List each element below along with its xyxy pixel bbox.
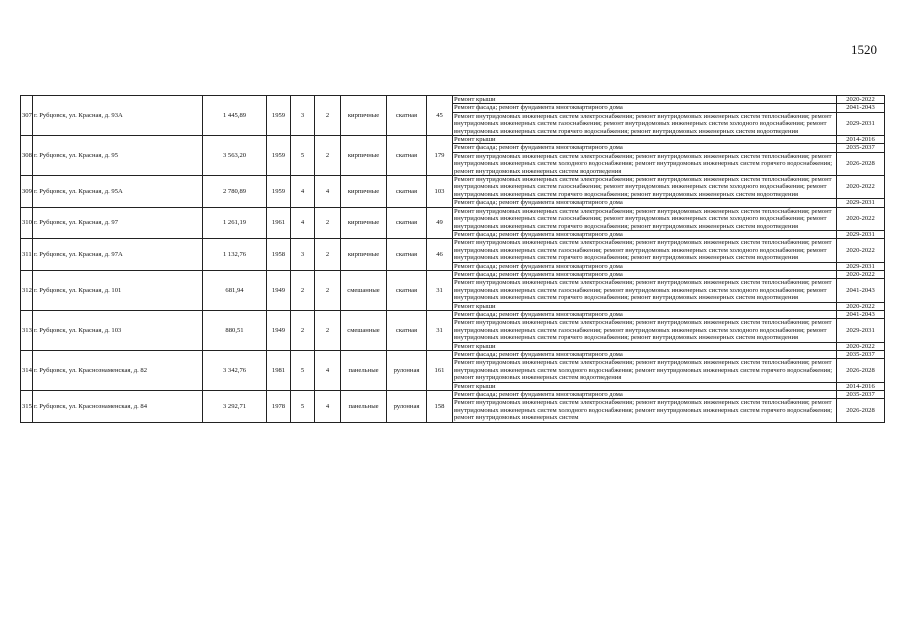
area-cell: 3 563,20 — [203, 136, 267, 176]
work-description-cell: Ремонт фасада; ремонт фундамента многоквартирного дома — [453, 310, 837, 318]
year-cell: 1949 — [267, 310, 291, 350]
wall-material-cell: панельные — [341, 391, 387, 423]
row-number: 310 — [21, 207, 33, 239]
table-row — [21, 176, 885, 199]
work-description-cell: Ремонт внутридомовых инженерных систем электроснабжения; ремонт внутридомовых инженерных систем теплоснабжения; ремонт внутридомовых инженерных систем газоснабжения; ремонт внутридомовых инженерных систем холодного водоснабжения; ремонт внутридомовых инженерных систем горячего водоснабжения; ремонт внутридомовых инженерных систем водоотведения — [453, 176, 837, 199]
entrances-cell: 4 — [315, 351, 341, 391]
work-description-cell: Ремонт фасада; ремонт фундамента многоквартирного дома — [453, 144, 837, 152]
work-description-cell: Ремонт фасада; ремонт фундамента многоквартирного дома — [453, 262, 837, 270]
work-description-cell: Ремонт фасада; ремонт фундамента многоквартирного дома — [453, 391, 837, 399]
row-number: 307 — [21, 96, 33, 136]
roof-type-cell: скатная — [387, 176, 427, 208]
entrances-cell: 2 — [315, 136, 341, 176]
table-body — [21, 96, 885, 423]
housing-registry-table — [20, 95, 885, 423]
work-period-cell: 2014-2016 — [837, 382, 885, 390]
work-description-cell: Ремонт внутридомовых инженерных систем электроснабжения; ремонт внутридомовых инженерных систем теплоснабжения; ремонт внутридомовых инженерных систем холодного водоснабжения; ремонт внутридомовых инженерных систем горячего водоснабжения; ремонт внутридомовых инженерных систем — [453, 399, 837, 422]
wall-material-cell: панельные — [341, 351, 387, 391]
work-description-cell: Ремонт крыши — [453, 382, 837, 390]
wall-material-cell: кирпичные — [341, 136, 387, 176]
work-period-cell: 2035-2037 — [837, 144, 885, 152]
floors-cell: 2 — [291, 310, 315, 350]
entrances-cell: 4 — [315, 176, 341, 208]
work-period-cell: 2029-2031 — [837, 319, 885, 342]
table-row — [21, 351, 885, 359]
address-cell: г. Рубцовск, ул. Красная, д. 97 — [33, 207, 203, 239]
wall-material-cell: кирпичные — [341, 176, 387, 208]
entrances-cell: 2 — [315, 239, 341, 271]
address-cell: г. Рубцовск, ул. Красная, д. 101 — [33, 270, 203, 310]
entrances-cell: 2 — [315, 96, 341, 136]
work-period-cell: 2020-2022 — [837, 176, 885, 199]
residents-cell: 158 — [427, 391, 453, 423]
floors-cell: 3 — [291, 96, 315, 136]
residents-cell: 179 — [427, 136, 453, 176]
roof-type-cell: скатная — [387, 270, 427, 310]
table-row — [21, 310, 885, 318]
roof-type-cell: рулонная — [387, 391, 427, 423]
table-row — [21, 136, 885, 144]
work-description-cell: Ремонт крыши — [453, 342, 837, 350]
work-period-cell: 2029-2031 — [837, 230, 885, 238]
row-number: 313 — [21, 310, 33, 350]
area-cell: 1 261,19 — [203, 207, 267, 239]
work-description-cell: Ремонт внутридомовых инженерных систем электроснабжения; ремонт внутридомовых инженерных систем теплоснабжения; ремонт внутридомовых инженерных систем газоснабжения; ремонт внутридомовых инженерных систем холодного водоснабжения; ремонт внутридомовых инженерных систем горячего водоснабжения; ремонт внутридомовых инженерных систем водоотведения — [453, 239, 837, 262]
work-period-cell: 2014-2016 — [837, 136, 885, 144]
entrances-cell: 4 — [315, 391, 341, 423]
work-description-cell: Ремонт внутридомовых инженерных систем электроснабжения; ремонт внутридомовых инженерных систем теплоснабжения; ремонт внутридомовых инженерных систем газоснабжения; ремонт внутридомовых инженерных систем холодного водоснабжения; ремонт внутридомовых инженерных систем горячего водоснабжения; ремонт внутридомовых инженерных систем водоотведения — [453, 279, 837, 302]
wall-material-cell: кирпичные — [341, 207, 387, 239]
roof-type-cell: рулонная — [387, 351, 427, 391]
residents-cell: 161 — [427, 351, 453, 391]
work-description-cell: Ремонт внутридомовых инженерных систем электроснабжения; ремонт внутридомовых инженерных систем теплоснабжения; ремонт внутридомовых инженерных систем газоснабжения; ремонт внутридомовых инженерных систем холодного водоснабжения; ремонт внутридомовых инженерных систем горячего водоснабжения; ремонт внутридомовых инженерных систем водоотведения — [453, 112, 837, 135]
work-period-cell: 2026-2028 — [837, 359, 885, 382]
table-row — [21, 270, 885, 278]
address-cell: г. Рубцовск, ул. Краснознаменская, д. 84 — [33, 391, 203, 423]
address-cell: г. Рубцовск, ул. Краснознаменская, д. 82 — [33, 351, 203, 391]
table-row — [21, 239, 885, 262]
residents-cell: 45 — [427, 96, 453, 136]
work-period-cell: 2041-2043 — [837, 310, 885, 318]
row-number: 308 — [21, 136, 33, 176]
area-cell: 3 342,76 — [203, 351, 267, 391]
work-period-cell: 2026-2028 — [837, 152, 885, 175]
floors-cell: 3 — [291, 239, 315, 271]
floors-cell: 2 — [291, 270, 315, 310]
work-description-cell: Ремонт внутридомовых инженерных систем электроснабжения; ремонт внутридомовых инженерных систем теплоснабжения; ремонт внутридомовых инженерных систем газоснабжения; ремонт внутридомовых инженерных систем холодного водоснабжения; ремонт внутридомовых инженерных систем горячего водоснабжения; ремонт внутридомовых инженерных систем водоотведения — [453, 207, 837, 230]
year-cell: 1959 — [267, 96, 291, 136]
work-period-cell: 2026-2028 — [837, 399, 885, 422]
work-period-cell: 2020-2022 — [837, 207, 885, 230]
table-row — [21, 207, 885, 230]
address-cell: г. Рубцовск, ул. Красная, д. 103 — [33, 310, 203, 350]
floors-cell: 5 — [291, 351, 315, 391]
work-description-cell: Ремонт внутридомовых инженерных систем электроснабжения; ремонт внутридомовых инженерных систем теплоснабжения; ремонт внутридомовых инженерных систем холодного водоснабжения; ремонт внутридомовых инженерных систем горячего водоснабжения; ремонт внутридомовых инженерных систем водоотведения — [453, 359, 837, 382]
year-cell: 1961 — [267, 207, 291, 239]
table-row — [21, 391, 885, 399]
work-description-cell: Ремонт фасада; ремонт фундамента многоквартирного дома — [453, 230, 837, 238]
year-cell: 1959 — [267, 176, 291, 208]
table-row — [21, 96, 885, 104]
row-number: 314 — [21, 351, 33, 391]
entrances-cell: 2 — [315, 207, 341, 239]
floors-cell: 4 — [291, 207, 315, 239]
year-cell: 1958 — [267, 239, 291, 271]
floors-cell: 5 — [291, 136, 315, 176]
address-cell: г. Рубцовск, ул. Красная, д. 95 — [33, 136, 203, 176]
work-period-cell: 2020-2022 — [837, 342, 885, 350]
roof-type-cell: скатная — [387, 207, 427, 239]
wall-material-cell: смешанные — [341, 310, 387, 350]
work-period-cell: 2029-2031 — [837, 262, 885, 270]
address-cell: г. Рубцовск, ул. Красная, д. 93А — [33, 96, 203, 136]
work-period-cell: 2020-2022 — [837, 270, 885, 278]
area-cell: 2 780,89 — [203, 176, 267, 208]
wall-material-cell: кирпичные — [341, 96, 387, 136]
work-description-cell: Ремонт фасада; ремонт фундамента многоквартирного дома — [453, 270, 837, 278]
work-period-cell: 2020-2022 — [837, 239, 885, 262]
residents-cell: 103 — [427, 176, 453, 208]
roof-type-cell: скатная — [387, 239, 427, 271]
work-description-cell: Ремонт фасада; ремонт фундамента многоквартирного дома — [453, 199, 837, 207]
year-cell: 1981 — [267, 351, 291, 391]
row-number: 312 — [21, 270, 33, 310]
area-cell: 880,51 — [203, 310, 267, 350]
work-description-cell: Ремонт крыши — [453, 302, 837, 310]
entrances-cell: 2 — [315, 270, 341, 310]
roof-type-cell: скатная — [387, 136, 427, 176]
wall-material-cell: кирпичные — [341, 239, 387, 271]
work-description-cell: Ремонт крыши — [453, 96, 837, 104]
roof-type-cell: скатная — [387, 310, 427, 350]
work-description-cell: Ремонт крыши — [453, 136, 837, 144]
work-period-cell: 2041-2043 — [837, 279, 885, 302]
work-period-cell: 2035-2037 — [837, 351, 885, 359]
floors-cell: 4 — [291, 176, 315, 208]
residents-cell: 31 — [427, 310, 453, 350]
year-cell: 1959 — [267, 136, 291, 176]
work-period-cell: 2029-2031 — [837, 199, 885, 207]
address-cell: г. Рубцовск, ул. Красная, д. 95А — [33, 176, 203, 208]
work-period-cell: 2041-2043 — [837, 104, 885, 112]
work-description-cell: Ремонт фасада; ремонт фундамента многоквартирного дома — [453, 351, 837, 359]
row-number: 311 — [21, 239, 33, 271]
work-description-cell: Ремонт фасада; ремонт фундамента многоквартирного дома — [453, 104, 837, 112]
area-cell: 681,94 — [203, 270, 267, 310]
page-number: 1520 — [851, 42, 877, 57]
row-number: 315 — [21, 391, 33, 423]
work-period-cell: 2020-2022 — [837, 302, 885, 310]
residents-cell: 49 — [427, 207, 453, 239]
year-cell: 1949 — [267, 270, 291, 310]
work-period-cell: 2029-2031 — [837, 112, 885, 135]
row-number: 309 — [21, 176, 33, 208]
work-period-cell: 2035-2037 — [837, 391, 885, 399]
entrances-cell: 2 — [315, 310, 341, 350]
year-cell: 1978 — [267, 391, 291, 423]
area-cell: 3 292,71 — [203, 391, 267, 423]
work-description-cell: Ремонт внутридомовых инженерных систем электроснабжения; ремонт внутридомовых инженерных систем теплоснабжения; ремонт внутридомовых инженерных систем газоснабжения; ремонт внутридомовых инженерных систем холодного водоснабжения; ремонт внутридомовых инженерных систем горячего водоснабжения; ремонт внутридомовых инженерных систем водоотведения — [453, 319, 837, 342]
work-description-cell: Ремонт внутридомовых инженерных систем электроснабжения; ремонт внутридомовых инженерных систем теплоснабжения; ремонт внутридомовых инженерных систем холодного водоснабжения; ремонт внутридомовых инженерных систем горячего водоснабжения; ремонт внутридомовых инженерных систем водоотведения — [453, 152, 837, 175]
wall-material-cell: смешанные — [341, 270, 387, 310]
address-cell: г. Рубцовск, ул. Красная, д. 97А — [33, 239, 203, 271]
residents-cell: 31 — [427, 270, 453, 310]
residents-cell: 46 — [427, 239, 453, 271]
area-cell: 1 132,76 — [203, 239, 267, 271]
work-period-cell: 2020-2022 — [837, 96, 885, 104]
area-cell: 1 445,89 — [203, 96, 267, 136]
roof-type-cell: скатная — [387, 96, 427, 136]
floors-cell: 5 — [291, 391, 315, 423]
